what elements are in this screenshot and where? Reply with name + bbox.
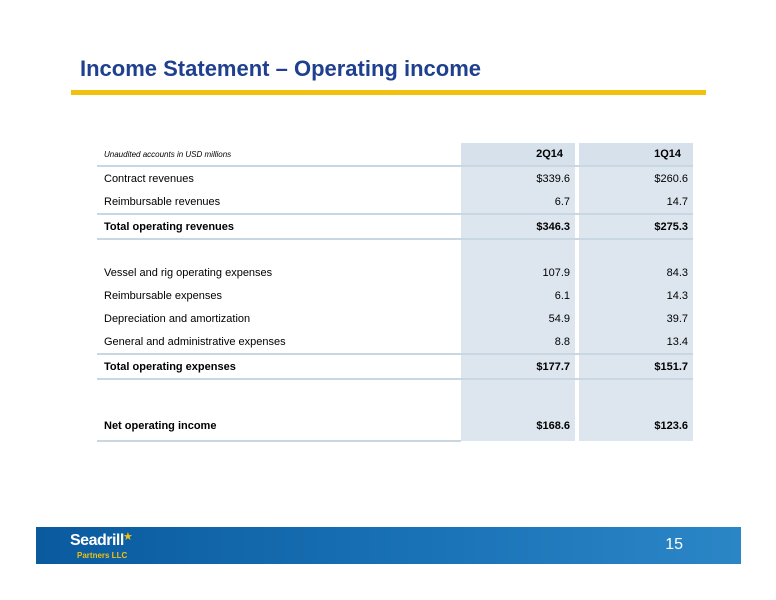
value-2q14: $177.7 — [461, 354, 575, 379]
table-row — [97, 284, 693, 307]
value-2q14: 6.7 — [461, 190, 575, 214]
logo-wordmark: Seadrill — [70, 532, 124, 549]
value-2q14: $339.6 — [461, 166, 575, 190]
row-label: Depreciation and amortization — [104, 312, 251, 325]
row-label: Vessel and rig operating expenses — [104, 266, 273, 279]
table-row — [97, 330, 693, 354]
title-underline — [71, 90, 706, 95]
footer-bar — [36, 527, 741, 564]
row-label: General and administrative expenses — [104, 335, 286, 348]
value-1q14: 13.4 — [579, 330, 693, 354]
value-2q14: 54.9 — [461, 307, 575, 330]
star-icon: ★ — [123, 531, 133, 543]
row-label: Reimbursable expenses — [104, 289, 223, 302]
value-1q14: $260.6 — [579, 166, 693, 190]
value-1q14: 84.3 — [579, 261, 693, 284]
table-spacer-row — [97, 239, 693, 261]
company-logo — [70, 532, 155, 562]
row-label: Reimbursable revenues — [104, 195, 221, 208]
value-1q14: 14.7 — [579, 190, 693, 214]
row-label: Total operating revenues — [97, 214, 461, 239]
value-1q14: $151.7 — [579, 354, 693, 379]
table-row-net — [97, 411, 693, 441]
table-row — [97, 190, 693, 214]
value-1q14: $275.3 — [579, 214, 693, 239]
value-2q14: $168.6 — [461, 411, 575, 441]
value-1q14: 14.3 — [579, 284, 693, 307]
units-note: Unaudited accounts in USD millions — [104, 149, 232, 159]
logo-subtitle: Partners LLC — [77, 551, 128, 560]
table-row-total — [97, 354, 693, 379]
table-row — [97, 307, 693, 330]
value-2q14: $346.3 — [461, 214, 575, 239]
page-title: Income Statement – Operating income — [80, 56, 481, 81]
table-row — [97, 166, 693, 190]
table-row-total — [97, 214, 693, 239]
page-number: 15 — [665, 536, 683, 553]
value-2q14: 6.1 — [461, 284, 575, 307]
value-2q14: 107.9 — [461, 261, 575, 284]
row-label: Total operating expenses — [97, 354, 461, 379]
row-label: Net operating income — [97, 411, 461, 441]
column-header-1q14: 1Q14 — [579, 143, 693, 166]
row-label: Contract revenues — [97, 166, 461, 190]
value-1q14: 39.7 — [579, 307, 693, 330]
income-statement-table — [97, 143, 693, 442]
value-1q14: $123.6 — [579, 411, 693, 441]
table-row — [97, 261, 693, 284]
table-spacer-row — [97, 379, 693, 411]
table-header-row — [97, 143, 693, 166]
value-2q14: 8.8 — [461, 330, 575, 354]
column-header-2q14: 2Q14 — [461, 143, 575, 166]
